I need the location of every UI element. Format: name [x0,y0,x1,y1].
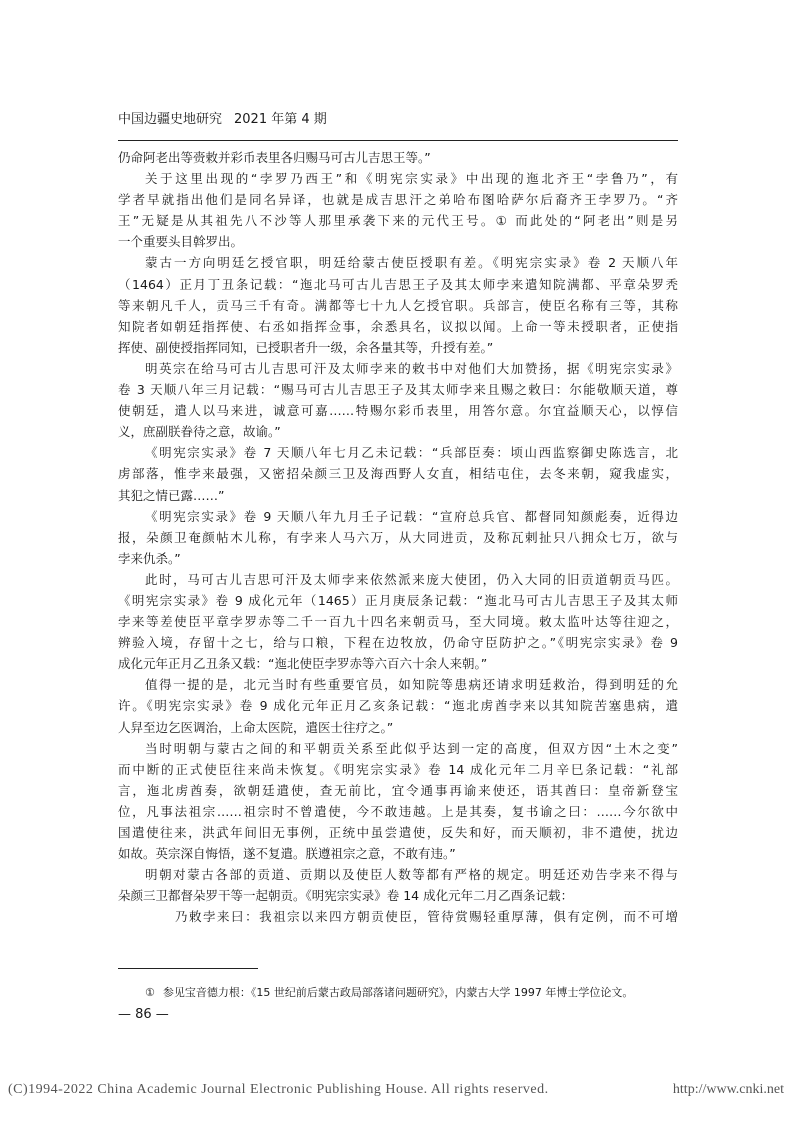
footnote-marker: ① [145,986,155,999]
copyright-url: http://www.cnki.net [672,1082,784,1097]
paragraph [118,168,678,252]
text-line: 关于这里出现的“孛罗乃西王”和《明宪宗实录》中出现的迤北齐王“孛鲁乃”，有 [145,171,678,187]
text-line: 蒙古一方向明廷乞授官职，明廷给蒙古使臣授职有差。《明宪宗实录》卷 2 天顺八年 [145,255,678,271]
text-line: （1464）正月丁丑条记载：“迤北马可古儿吉思王子及其太师孛来遣知院满都、平章朵罗秃 [118,276,678,292]
text-line: 人舁至边乞医调治，上命太医院，遣医士往疗之。” [118,719,394,735]
text-line: 一个重要头目斡罗出。 [118,234,244,250]
text-line: 知院者如朝廷指挥使、右丞如指挥佥事，余悉具名，议拟以闻。上命一等未授职者，正使指 [118,318,678,334]
text-line: 挥使、副使授指挥同知，已授职者升一级，余各量其等，升授有差。” [118,339,494,355]
text-line: 《明宪宗实录》卷 9 成化元年（1465）正月庚辰条记载：“迤北马可古儿吉思王子及其太师 [118,592,678,608]
journal-issue: 2021 年第 4 期 [234,112,327,127]
paragraph [118,252,678,357]
text-line: 而中断的正式使臣往来尚未恢复。《明宪宗实录》卷 14 成化元年二月辛巳条记载：“礼部 [118,761,678,777]
text-line: 使朝廷，遣人以马来进，诚意可嘉……特赐尔彩币表里，用答尔意。尔宜益顺天心，以惇信 [118,403,678,419]
text-line: 仍命阿老出等赍敕并彩币表里各归赐马可古儿吉思王等。” [118,150,431,165]
paragraph [118,506,678,569]
text-line: 言，迤北虏酋奏，欲朝廷遣使，查无前比，宜令通事再谕来使还，语其酋曰：皇帝新登宝 [118,782,678,798]
paragraph [118,864,678,906]
text-line: 报，朵颜卫奄颜帖木儿称，有孛来人马六万，从大同进贡，及称瓦剌扯只八拥众七万，欲与 [118,529,678,545]
text-line: 《明宪宗实录》卷 9 天顺八年九月壬子记载：“宣府总兵官、都督同知颜彪奏，近得边 [145,508,678,524]
text-line: 许。《明宪宗实录》卷 9 成化元年正月乙亥条记载：“迤北虏酋孛来以其知院苦塞患病，遣 [118,698,678,714]
text-line: 当时明朝与蒙古之间的和平朝贡关系至此似乎达到一定的高度，但双方因“土木之变” [145,740,678,756]
copyright-footer [8,1081,784,1099]
article-body [118,147,678,927]
text-line: 其犯之情已露……” [118,487,225,503]
text-line: 此时，马可古儿吉思可汗及太师孛来依然派来庞大使团，仍入大同的旧贡道朝贡马匹。 [145,571,678,587]
paragraph [118,147,678,168]
running-header [118,111,327,129]
text-line: 值得一提的是，北元当时有些重要官员，如知院等患病还请求明廷救治，得到明廷的允 [145,677,678,693]
footnote [145,985,675,1001]
text-line: 位，凡事法祖宗……祖宗时不曾遣使，今不敢违越。上是其奏，复书谕之曰：……今尔欲中 [118,803,678,819]
journal-title: 中国边疆史地研究 [118,112,223,127]
text-line: 孛来仇杀。” [118,550,181,566]
paragraph [118,569,678,674]
text-line: 等来朝凡千人，贡马三千有奇。满都等七十九人乞授官职。兵部言，使臣名称有三等，其称 [118,297,678,313]
header-divider [118,140,678,141]
text-line: 卷 3 天顺八年三月记载：“赐马可古儿吉思王子及其太师孛来且赐之敕曰：尔能敬顺天道，尊 [118,382,678,398]
text-line: 国遣使往来，洪武年间旧无事例，正统中虽尝遣使，反失和好，而天顺初，非不遣使，扰边 [118,825,678,840]
copyright-notice: (C)1994-2022 China Academic Journal Electronic Publishing House. All rights reserved. [8,1082,549,1097]
text-line: 辨验入境，存留十之七，给与口粮，下程在边牧放，仍命守臣防护之。”《明宪宗实录》卷 9 [118,635,678,651]
paragraph [118,358,678,442]
text-line: 成化元年正月乙丑条又载：“迤北使臣孛罗赤等六百六十余人来朝。” [118,656,488,672]
text-line: 《明宪宗实录》卷 7 天顺八年七月乙未记载：“兵部臣奏：顷山西监察御史陈选言，北 [145,445,678,461]
paragraph [118,738,678,865]
text-line: 义，庶副朕眷待之意，故谕。” [118,424,281,440]
text-line: 明朝对蒙古各部的贡道、贡期以及使臣人数等都有严格的规定。明廷还劝告孛来不得与 [145,867,678,883]
block-quote [118,906,678,927]
text-line: 明英宗在给马可古儿吉思可汗及太师孛来的敕书中对他们大加赞扬，据《明宪宗实录》 [145,360,678,376]
paragraph [118,442,678,505]
footnote-text: 参见宝音德力根：《15 世纪前后蒙古政局部落诸问题研究》，内蒙古大学 1997 年博士学位论文。 [162,986,634,999]
footnote-divider [118,968,258,969]
text-line: 学者早就指出他们是同名异译，也就是成吉思汗之弟哈布图哈萨尔后裔齐王孛罗乃。“齐 [118,192,678,208]
text-line: 如故。英宗深自悔悟，遂不复遣。朕遵祖宗之意，不敢有违。” [118,846,456,862]
paragraph [118,674,678,737]
text-line: 朵颜三卫都督朵罗干等一起朝贡。《明宪宗实录》卷 14 成化元年二月乙酉条记载： [118,888,574,904]
text-line: 孛来等差使臣平章孛罗赤等二千一百九十四名来朝贡马，至大同境。敕太监叶达等往迎之， [118,614,678,630]
text-line: 王”无疑是从其祖先八不沙等人那里承袭下来的元代王号。① 而此处的“阿老出”则是另 [118,213,678,229]
text-line: 虏部落，惟孛来最强，又密招朵颜三卫及海西野人女直，相结屯住，去冬来朝，窥我虚实， [118,466,678,482]
quote-line: 乃敕孛来曰：我祖宗以来四方朝贡使臣，管待赏赐轻重厚薄，俱有定例，而不可增 [175,909,678,925]
page-number: — 86 — [118,1007,169,1022]
